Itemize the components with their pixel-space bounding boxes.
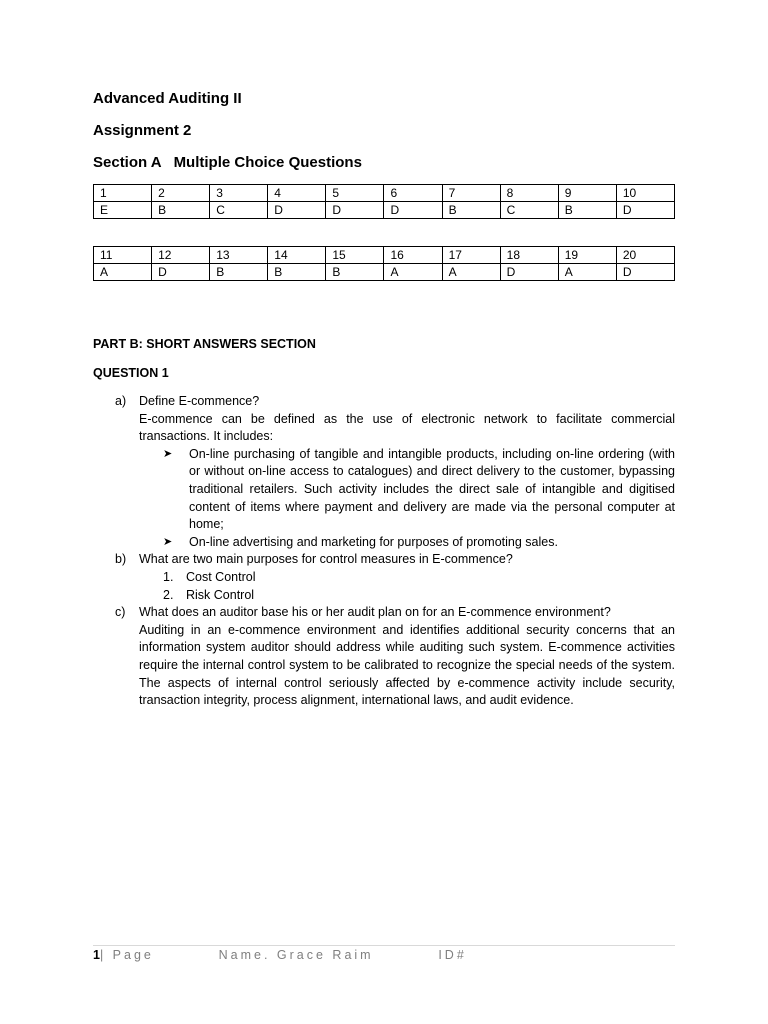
- mcq-number-cell: 18: [500, 247, 558, 264]
- mcq-number-cell: 2: [152, 185, 210, 202]
- mcq-number-cell: 3: [210, 185, 268, 202]
- bullet-text: On-line advertising and marketing for purposes of promoting sales.: [189, 534, 558, 549]
- mcq-number-cell: 14: [268, 247, 326, 264]
- mcq-number-cell: 6: [384, 185, 442, 202]
- mcq-number-row: [94, 185, 675, 202]
- mcq-number-row: [94, 247, 675, 264]
- list-item: [139, 587, 675, 605]
- bullet-text: On-line purchasing of tangible and intangible products, including on-line ordering (with or without on-line access to catalogues) and direct delivery to the customer, bypassing traditional retailers. Such activity includes the direct sale of intangible and digitised content of items where payment and delivery are made via the personal computer at home;: [189, 446, 675, 532]
- question-1-heading: QUESTION 1: [93, 366, 169, 380]
- mcq-number-cell: 15: [326, 247, 384, 264]
- mcq-table-1: [93, 184, 675, 219]
- question-list: [93, 393, 675, 710]
- mcq-answer-cell: C: [500, 202, 558, 219]
- question-b-text: What are two main purposes for control measures in E-commence?: [139, 552, 513, 567]
- page-footer: [93, 948, 467, 962]
- mcq-number-cell: 1: [94, 185, 152, 202]
- mcq-number-cell: 16: [384, 247, 442, 264]
- mcq-answer-cell: B: [152, 202, 210, 219]
- mcq-number-cell: 4: [268, 185, 326, 202]
- question-b-list: [139, 569, 675, 604]
- question-c-answer: Auditing in an e-commence environment and identifies additional security concerns that an information system auditor should address while auditing such system. E-commence activities require the internal control system to be calibrated to recognize the special needs of the system. The aspects of internal control seriously affected by e-commence activity include security, transaction integrity, process alignment, international laws, and audit evidence.: [139, 622, 675, 708]
- mcq-answer-row: [94, 202, 675, 219]
- mcq-answer-row: [94, 264, 675, 281]
- list-item: [139, 569, 675, 587]
- page-label: | Page: [99, 948, 154, 962]
- page-number: 1: [93, 948, 100, 962]
- mcq-table-2: [93, 246, 675, 281]
- course-title: Advanced Auditing II: [93, 90, 242, 107]
- mcq-answer-cell: D: [616, 202, 674, 219]
- student-name: Name. Grace Raim: [218, 948, 374, 962]
- student-id: ID#: [438, 948, 467, 962]
- list-item: [139, 534, 675, 552]
- arrow-bullet-icon: ➤: [163, 535, 173, 548]
- mcq-number-cell: 20: [616, 247, 674, 264]
- list-number: 2.: [163, 587, 174, 602]
- mcq-answer-cell: D: [616, 264, 674, 281]
- mcq-number-cell: 9: [558, 185, 616, 202]
- question-a-label: a): [115, 394, 127, 408]
- list-text: Risk Control: [186, 587, 255, 602]
- mcq-number-cell: 8: [500, 185, 558, 202]
- mcq-answer-cell: B: [268, 264, 326, 281]
- mcq-answer-cell: E: [94, 202, 152, 219]
- mcq-number-cell: 10: [616, 185, 674, 202]
- question-c: [93, 604, 675, 710]
- footer-divider: [93, 945, 675, 946]
- question-a-text: Define E-commence?: [139, 394, 260, 408]
- mcq-answer-cell: B: [210, 264, 268, 281]
- assignment-title: Assignment 2: [93, 122, 192, 139]
- list-number: 1.: [163, 569, 174, 584]
- mcq-answer-cell: D: [152, 264, 210, 281]
- mcq-number-cell: 11: [94, 247, 152, 264]
- question-b-label: b): [115, 552, 127, 567]
- arrow-bullet-icon: ➤: [163, 447, 173, 460]
- mcq-answer-cell: A: [558, 264, 616, 281]
- question-a: [93, 393, 675, 551]
- mcq-answer-cell: A: [442, 264, 500, 281]
- mcq-answer-cell: D: [384, 202, 442, 219]
- mcq-number-cell: 7: [442, 185, 500, 202]
- part-b-heading: PART B: SHORT ANSWERS SECTION: [93, 337, 316, 351]
- mcq-answer-cell: D: [500, 264, 558, 281]
- mcq-answer-cell: B: [442, 202, 500, 219]
- mcq-answer-cell: A: [384, 264, 442, 281]
- question-b: [93, 551, 675, 604]
- section-a-title: Section A Multiple Choice Questions: [93, 154, 362, 171]
- list-text: Cost Control: [186, 569, 256, 584]
- mcq-answer-cell: C: [210, 202, 268, 219]
- mcq-answer-cell: A: [94, 264, 152, 281]
- question-c-label: c): [115, 605, 126, 620]
- mcq-number-cell: 19: [558, 247, 616, 264]
- list-item: [139, 446, 675, 534]
- mcq-answer-cell: D: [326, 202, 384, 219]
- question-a-bullets: [139, 446, 675, 552]
- question-c-text: What does an auditor base his or her audit plan on for an E-commence environment?: [139, 605, 611, 620]
- mcq-number-cell: 12: [152, 247, 210, 264]
- mcq-answer-cell: B: [326, 264, 384, 281]
- mcq-answer-cell: B: [558, 202, 616, 219]
- mcq-number-cell: 17: [442, 247, 500, 264]
- question-a-answer: E-commence can be defined as the use of electronic network to facilitate commercial transactions. It includes:: [139, 411, 675, 444]
- mcq-answer-cell: D: [268, 202, 326, 219]
- mcq-number-cell: 13: [210, 247, 268, 264]
- mcq-number-cell: 5: [326, 185, 384, 202]
